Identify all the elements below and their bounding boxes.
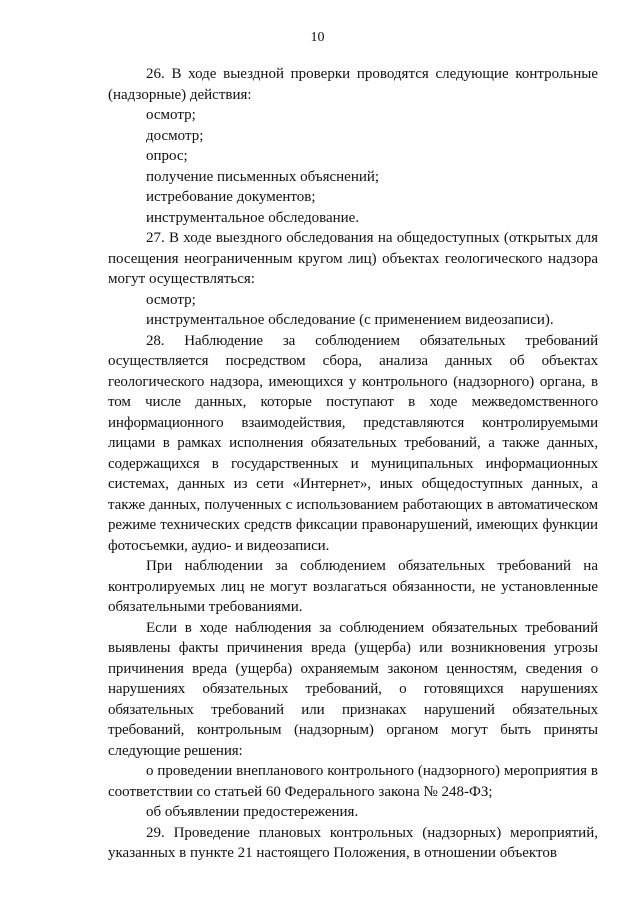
- paragraph: Если в ходе наблюдения за соблюдением обязательных требований выявлены факты причинения вреда (ущерба) или возникновения угрозы причинения вреда (ущерба) охраняемым законом ценностям, сведения о нарушениях обязательных требований, о готовящихся нарушениях обязательных требований или признаках нарушений обязательных требований, контрольным (надзорным) органом могут быть приняты следующие решения:: [108, 619, 598, 759]
- list-item: об объявлении предостережения.: [146, 804, 359, 820]
- list-item: досмотр;: [146, 127, 204, 144]
- document-body: [108, 64, 598, 864]
- paragraph: 26. В ходе выездной проверки проводятся следующие контрольные (надзорные) действия:: [108, 66, 598, 103]
- page-number: 10: [310, 30, 325, 45]
- paragraph: 29. Проведение плановых контрольных (надзорных) мероприятий, указанных в пункте 21 настоящего Положения, в отношении объектов: [108, 824, 598, 861]
- list-item: истребование документов;: [146, 189, 316, 205]
- paragraph: 27. В ходе выездного обследования на общедоступных (открытых для посещения неограниченным кругом лиц) объектах геологического надзора могут осуществляться:: [108, 230, 598, 287]
- paragraph: 28. Наблюдение за соблюдением обязательных требований осуществляется посредством сбора, анализа данных об объектах геологического надзора, имеющихся у контрольного (надзорного) органа, в том числе данных, которые поступают в ходе межведомственного информационного взаимодействия, представляются контролируемыми лицами в рамках исполнения обязательных требований, а также данных, содержащихся в государственных и муниципальных информационных системах, данных из сети «Интернет», иных общедоступных данных, а также данных, полученных с использованием работающих в автоматическом режиме технических средств фиксации правонарушений, имеющих функции фотосъемки, аудио- и видеозаписи.: [108, 332, 598, 554]
- list-item: инструментальное обследование (с применением видеозаписи).: [146, 312, 554, 328]
- list-item: инструментальное обследование.: [146, 209, 360, 226]
- list-item: осмотр;: [146, 107, 196, 123]
- paragraph: При наблюдении за соблюдением обязательных требований на контролируемых лиц не могут возлагаться обязанности, не установленные обязательными требованиями.: [108, 558, 598, 615]
- list-item: осмотр;: [146, 291, 196, 308]
- list-item: опрос;: [146, 148, 188, 164]
- list-item: получение письменных объяснений;: [146, 168, 380, 185]
- list-item: о проведении внепланового контрольного (надзорного) мероприятия в соответствии со статьей 60 Федерального закона № 248-ФЗ;: [108, 763, 598, 800]
